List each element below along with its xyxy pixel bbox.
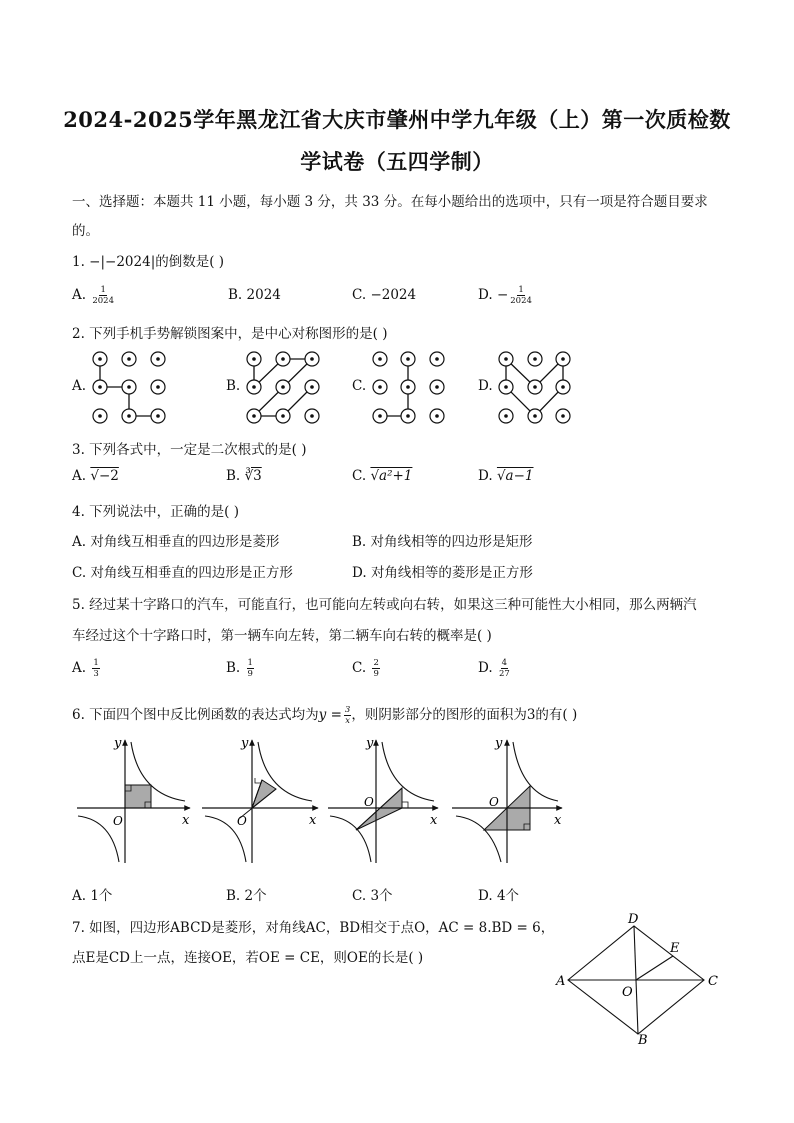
- q2-option-c-label: C.: [352, 378, 367, 394]
- point-b-label: B: [638, 1033, 648, 1048]
- point-o-label: O: [622, 985, 633, 1000]
- q2-option-a-label: A.: [72, 378, 87, 394]
- q4-option-a: A. 对角线互相垂直的四边形是菱形: [72, 534, 280, 550]
- graph-a: [77, 736, 190, 863]
- question-3-stem: 3. 下列各式中，一定是二次根式的是( ): [72, 442, 307, 458]
- x-axis-label: x: [430, 813, 438, 828]
- fraction: $\frac{1}{2024}$: [92, 285, 114, 306]
- y-axis-label: y: [366, 736, 374, 751]
- point-e-label: E: [670, 941, 680, 956]
- y-axis-label: y: [495, 736, 503, 751]
- q1-option-d: D. − $\frac{1}{2024}$: [478, 285, 532, 306]
- page-title-continued: 学试卷（五四学制）: [300, 149, 494, 174]
- q3-option-d: D. √a−1: [478, 468, 534, 484]
- graph-c: [328, 736, 438, 863]
- q5-option-d: D. $\frac{4}{27}$: [478, 658, 510, 679]
- fraction: $\frac{4}{27}$: [498, 658, 510, 679]
- fraction: $\frac{1}{9}$: [247, 658, 253, 679]
- x-axis-label: x: [182, 813, 190, 828]
- q4-option-c: C. 对角线互相垂直的四边形是正方形: [72, 565, 293, 581]
- q4-option-b: B. 对角线相等的四边形是矩形: [352, 534, 533, 550]
- question-5-stem-continued: 车经过这个十字路口时，第一辆车向左转，第二辆车向右转的概率是( ): [72, 628, 492, 644]
- y-axis-label: y: [241, 736, 249, 751]
- point-c-label: C: [708, 974, 718, 989]
- q3-option-a: A. √−2: [72, 468, 119, 484]
- q1-option-a: A. $\frac{1}{2024}$: [72, 285, 114, 306]
- x-axis-label: x: [309, 813, 317, 828]
- q5-option-c: C. $\frac{2}{9}$: [352, 658, 379, 679]
- pattern-a-figure: [93, 352, 165, 423]
- point-a-label: A: [556, 974, 566, 989]
- q2-option-d-label: D.: [478, 378, 493, 394]
- q6-option-a: A. 1个: [72, 888, 113, 904]
- question-5-stem: 5. 经过某十字路口的汽车，可能直行，也可能向左转或向右转，如果这三种可能性大小相同，那么两辆汽: [72, 597, 697, 613]
- origin-label: O: [489, 795, 499, 809]
- q6-option-d: D. 4个: [478, 888, 520, 904]
- origin-label: O: [364, 795, 374, 809]
- q1-option-b: B. 2024: [228, 287, 281, 303]
- section-header: 一、选择题：本题共 11 小题，每小题 3 分，共 33 分。在每小题给出的选项中，只有一项是符合题目要求: [72, 194, 708, 210]
- fraction: $\frac{2}{9}$: [373, 658, 379, 679]
- q6-option-b: B. 2个: [226, 888, 267, 904]
- graph-d: [452, 736, 562, 863]
- unlock-patterns: [0, 340, 794, 430]
- pattern-b-figure: [247, 352, 319, 423]
- q3-option-b: B. ∛3: [226, 468, 262, 484]
- question-2-stem: 2. 下列手机手势解锁图案中，是中心对称图形的是( ): [72, 326, 388, 342]
- question-4-stem: 4. 下列说法中，正确的是( ): [72, 504, 239, 520]
- fraction: $\frac{1}{3}$: [93, 658, 99, 679]
- hyperbola-graphs: [0, 728, 794, 868]
- rhombus-figure: [550, 910, 730, 1050]
- point-d-label: D: [628, 912, 639, 927]
- q4-option-d: D. 对角线相等的菱形是正方形: [352, 565, 533, 581]
- page-title: 2024-2025学年黑龙江省大庆市肇州中学九年级（上）第一次质检数: [63, 107, 731, 132]
- pattern-d-figure: [499, 352, 570, 423]
- question-1-stem: 1. −|−2024|的倒数是( ): [72, 254, 225, 270]
- section-header-continued: 的。: [72, 223, 99, 239]
- origin-label: O: [113, 814, 123, 828]
- y-axis-label: y: [114, 736, 122, 751]
- question-7-stem-continued: 点E是CD上一点，连接OE，若OE = CE，则OE的长是( ): [72, 950, 424, 966]
- q5-option-b: B. $\frac{1}{9}$: [226, 658, 253, 679]
- graph-b: [202, 736, 318, 863]
- q6-option-c: C. 3个: [352, 888, 393, 904]
- question-7-stem: 7. 如图，四边形ABCD是菱形，对角线AC，BD相交于点O，AC = 8.BD = 6，: [72, 920, 555, 936]
- origin-label: O: [237, 814, 247, 828]
- fraction: $\frac{1}{2024}$: [510, 285, 532, 306]
- question-6-stem: 6. 下面四个图中反比例函数的表达式均为y = $\frac{3}{x}$ ，则阴影部分的图形的面积为3的有( ): [72, 705, 578, 726]
- q3-option-c: C. √a²+1: [352, 468, 413, 484]
- fraction: $\frac{3}{x}$: [344, 705, 351, 726]
- q2-option-b-label: B.: [226, 378, 241, 394]
- x-axis-label: x: [554, 813, 562, 828]
- q1-option-c: C. −2024: [352, 287, 417, 303]
- pattern-c-figure: [373, 352, 444, 423]
- q5-option-a: A. $\frac{1}{3}$: [72, 658, 99, 679]
